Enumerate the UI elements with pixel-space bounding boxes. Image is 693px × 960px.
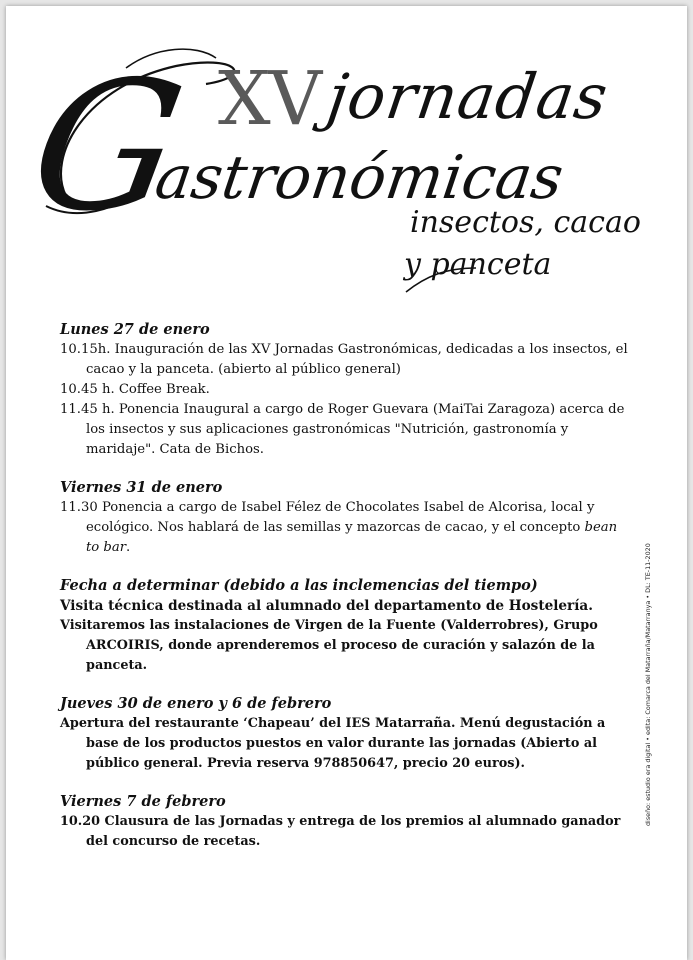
subtitle-line-1: insectos, cacao	[410, 205, 641, 240]
program-item	[60, 498, 630, 558]
program-day-block	[60, 478, 630, 558]
subtitle-line-2: y panceta	[404, 247, 552, 282]
program-item: 10.15h. Inauguración de las XV Jornadas Gastronómicas, dedicadas a los insectos, el cacao y la panceta. (abierto al público general)	[60, 342, 628, 377]
program-day-block	[60, 694, 630, 774]
program-item: Visitaremos las instalaciones de Virgen de la Fuente (Valderrobres), Grupo ARCOIRIS, donde aprenderemos el proceso de curación y salazón de la panceta.	[60, 618, 598, 673]
title-roman-numeral: XV	[218, 56, 321, 142]
day-heading: Viernes 31 de enero	[60, 479, 223, 496]
program-day-block	[60, 576, 630, 676]
poster-sheet	[6, 6, 687, 960]
day-heading: Jueves 30 de enero y 6 de febrero	[60, 695, 332, 712]
program-item-end: .	[126, 540, 131, 555]
program-item: Apertura del restaurante ‘Chapeau’ del IES Matarraña. Menú degustación a base de los productos puestos en valor durante las jornadas (Abierto al público general. Previa reserva 978850647, precio 20 euros).	[60, 716, 606, 771]
day-heading: Fecha a determinar (debido a las inclemencias del tiempo)	[60, 577, 538, 594]
title-jornadas: jornadas	[322, 60, 613, 133]
program-item: Visita técnica destinada al alumnado del departamento de Hostelería.	[60, 598, 593, 614]
day-heading: Lunes 27 de enero	[60, 321, 210, 338]
poster-header	[6, 6, 687, 306]
program-item-text: 11.30 Ponencia a cargo de Isabel Félez de Chocolates Isabel de Alcorisa, local y ecológico. Nos hablará de las semillas y mazorcas de cacao, y el concepto	[60, 500, 595, 535]
program-item-italic-term: bean to bar	[86, 520, 618, 555]
title-gastronomicas: astronómicas	[151, 143, 568, 213]
title-initial-g: G	[17, 43, 197, 250]
program-content	[60, 320, 630, 870]
design-credits: diseño: estudio era digital • edita: Comarca del Matarraña/Matarranya • DL: TE-11-2020	[644, 543, 652, 826]
program-item: 10.20 Clausura de las Jornadas y entrega de los premios al alumnado ganador del concurso de recetas.	[60, 814, 621, 849]
program-item: 10.45 h. Coffee Break.	[60, 382, 210, 397]
program-day-block	[60, 320, 630, 460]
day-heading: Viernes 7 de febrero	[60, 793, 226, 810]
program-day-block	[60, 792, 630, 852]
program-item: 11.45 h. Ponencia Inaugural a cargo de Roger Guevara (MaiTai Zaragoza) acerca de los insectos y sus aplicaciones gastronómicas "Nutrición, gastronomía y maridaje". Cata de Bichos.	[60, 402, 625, 457]
